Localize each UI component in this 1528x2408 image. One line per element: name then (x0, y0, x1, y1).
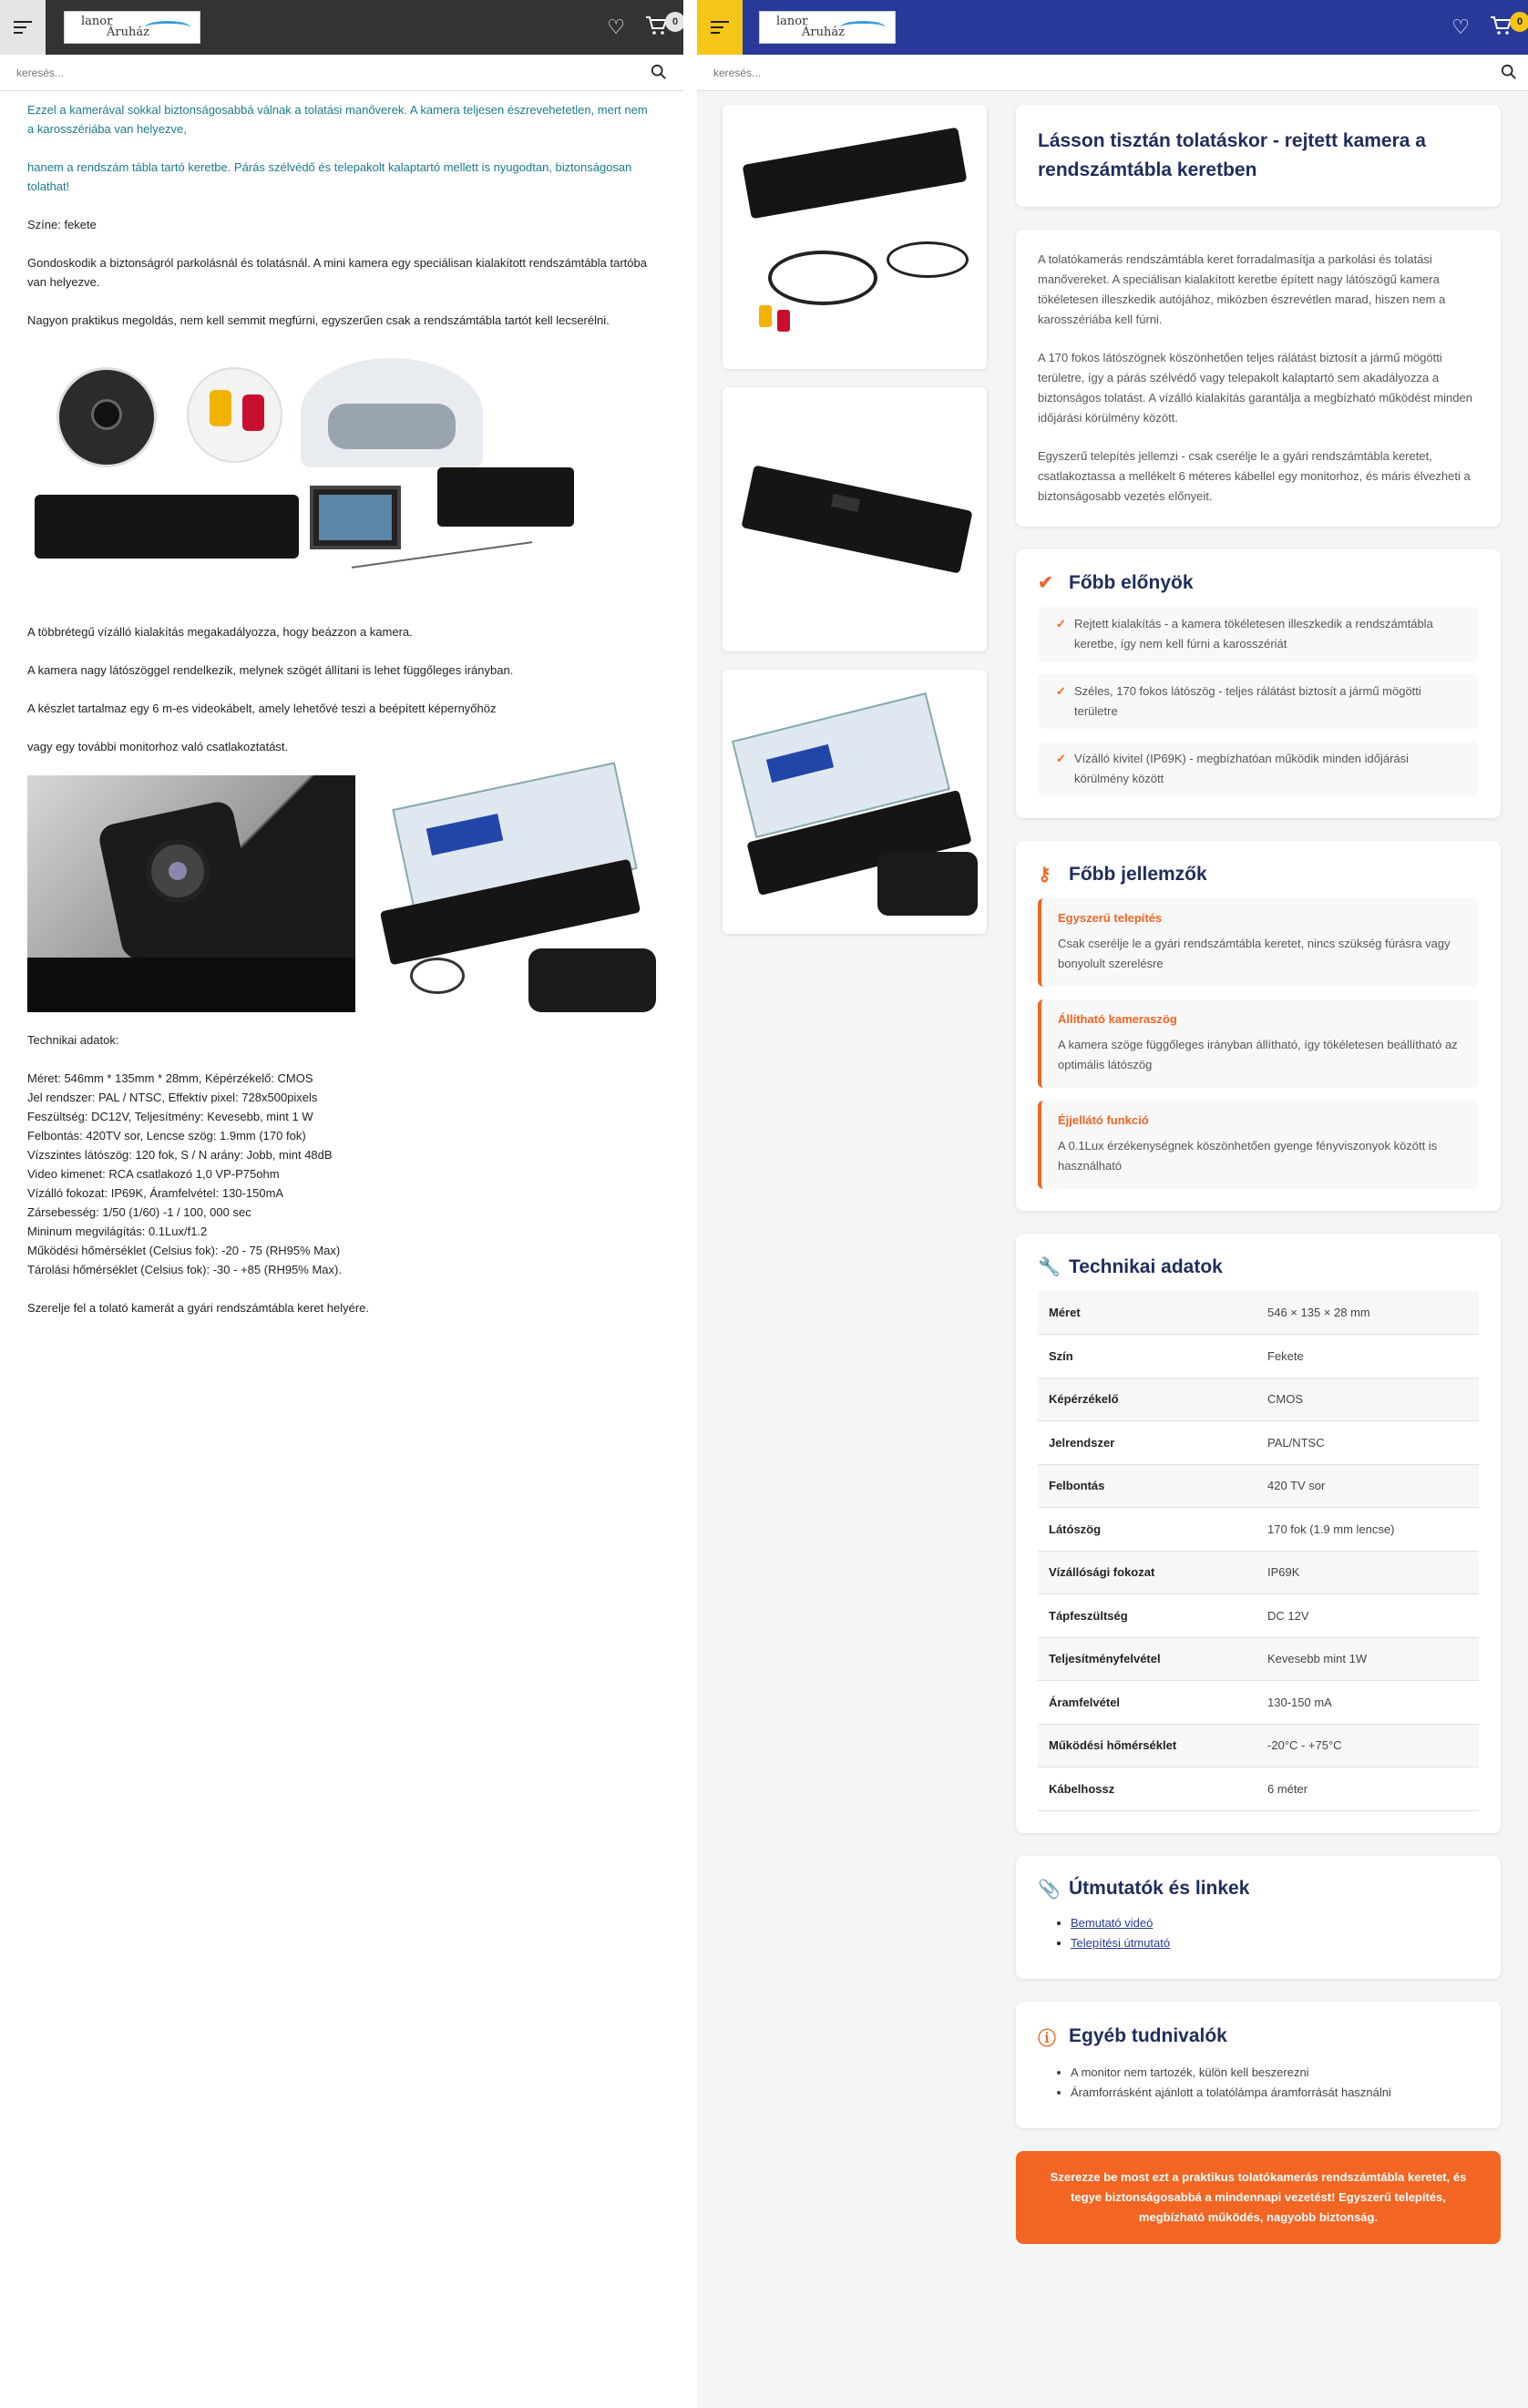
product-collage-image (27, 349, 574, 604)
benefits-title: Főbb előnyök (1069, 571, 1194, 593)
paragraph-1: Gondoskodik a biztonságról parkolásnál és tolatásnál. A mini kamera egy speciálisan kialakított rendszámtábla tartóba van helyezve. (27, 256, 647, 289)
description-paragraph: A 170 fokos látószögnek köszönhetően teljes rálátást biztosít a jármű mögötti területre, így a párás szélvédő vagy telepakolt kalaptartó sem akadályozza a biztonságos tolatást. A vízálló kialakítás garantálja a megbízható működést minden időjárási körülmény között. (1038, 351, 1472, 425)
logo-text-top: lanor (81, 15, 113, 28)
product-package-image (374, 775, 656, 1012)
other-info-item: • Áramforrásként ajánlott a tolatólámpa áramforrását használni (1071, 2083, 1479, 2103)
wishlist-heart-icon[interactable]: ♡ (1451, 15, 1470, 38)
spec-row (1038, 1594, 1479, 1638)
feature-item (1038, 898, 1479, 987)
key-icon: ⚷ (1038, 865, 1051, 885)
spec-label: Képérzékelő (1038, 1378, 1256, 1421)
spec-value: 546 × 135 × 28 mm (1256, 1291, 1479, 1335)
other-info-card (1016, 2002, 1501, 2128)
feature-title: Éjjellátó funkció (1058, 1113, 1149, 1127)
title-card (1016, 105, 1501, 207)
spec-row (1038, 1421, 1479, 1465)
spec-row (1038, 1464, 1479, 1508)
spec-label: Működési hőmérséklet (1038, 1724, 1256, 1768)
feature-text: Csak cserélje le a gyári rendszámtábla keretet, nincs szükség fúrásra vagy bonyolult szerelésre (1058, 937, 1451, 970)
spec-row (1038, 1724, 1479, 1768)
spec-row (1038, 1508, 1479, 1552)
cart-icon (1490, 15, 1512, 36)
guides-list (1038, 1913, 1479, 1953)
call-to-action-banner: Szerezze be most ezt a praktikus tolatókamerás rendszámtábla keretet, és tegye biztonságosabbá a mindennapi vezetést! Egyszerű telepítés, megbízható működés, nagyobb biztonság. (1016, 2151, 1501, 2244)
gallery-thumb-2[interactable] (723, 387, 987, 651)
tech-line: Felbontás: 420TV sor, Lencse szög: 1.9mm (170 fok) (27, 1129, 306, 1143)
search-icon[interactable] (651, 64, 667, 80)
benefit-text: Vízálló kivitel (IP69K) - megbízhatóan működik minden időjárási körülmény között (1074, 752, 1410, 785)
product-title: Lásson tisztán tolatáskor - rejtett kamera a rendszámtábla keretben (1038, 130, 1426, 180)
paragraph-3: A többrétegű vízálló kialakítás megakadályozza, hogy beázzon a kamera. (27, 625, 413, 639)
paperclip-icon: 📎 (1038, 1879, 1061, 1900)
logo-text-bottom: Áruház (107, 26, 149, 39)
tech-line: Vízszintes látószög: 120 fok, S / N arány: Jobb, mint 48dB (27, 1148, 333, 1162)
spec-row (1038, 1378, 1479, 1421)
cart-count-badge: 0 (1510, 12, 1528, 32)
tech-data-list (27, 1069, 656, 1279)
store-logo[interactable] (759, 11, 896, 44)
spec-value: 420 TV sor (1256, 1464, 1479, 1508)
other-info-title: Egyéb tudnivalók (1069, 2025, 1227, 2046)
paragraph-5: A készlet tartalmaz egy 6 m-es videokábelt, amely lehetővé teszi a beépített képernyőhöz (27, 702, 497, 715)
spec-label: Szín (1038, 1335, 1256, 1378)
top-bar (0, 0, 683, 55)
tech-line: Méret: 546mm * 135mm * 28mm, Képérzékelő: CMOS (27, 1071, 313, 1085)
features-title: Főbb jellemzők (1069, 863, 1207, 885)
menu-button[interactable] (697, 0, 743, 55)
guide-list-item (1071, 1933, 1479, 1953)
demo-video-link[interactable]: Bemutató videó (1071, 1915, 1154, 1930)
color-text: Színe: fekete (27, 218, 97, 231)
spec-value: Fekete (1256, 1335, 1479, 1378)
intro-paragraph-1: Ezzel a kamerával sokkal biztonságosabbá válnak a tolatási manőverek. A kamera teljesen észrevehetetlen, mert nem a karosszériába van helyezve, (27, 103, 648, 136)
search-input[interactable] (713, 67, 1260, 79)
spec-value: 6 méter (1256, 1768, 1479, 1811)
spec-label: Kábelhossz (1038, 1768, 1256, 1811)
spec-value: Kevesebb mint 1W (1256, 1637, 1479, 1681)
wrench-icon: 🔧 (1038, 1257, 1061, 1277)
guide-list-item (1071, 1913, 1479, 1933)
tech-data-heading: Technikai adatok: (27, 1033, 119, 1047)
specs-heading (1038, 1255, 1479, 1278)
paragraph-2: Nagyon praktikus megoldás, nem kell semmit megfúrni, egyszerűen csak a rendszámtábla tartót kell lecserélni. (27, 313, 610, 327)
check-icon: ✓ (1056, 617, 1066, 630)
feature-item (1038, 999, 1479, 1088)
description-paragraph: A tolatókamerás rendszámtábla keret forradalmasítja a parkolási és tolatási manővereket. A speciálisan kialakított keretbe épített nagy látószögű kamera tökéletesen illeszkedik autójához, miközben észrevétlen marad, hiszen nem a karosszériába kell fúrni. (1038, 252, 1446, 326)
benefits-heading (1038, 571, 1479, 594)
tech-line: Video kimenet: RCA csatlakozó 1,0 VP-P75ohm (27, 1167, 280, 1181)
search-input[interactable] (16, 67, 563, 79)
benefit-text: Rejtett kialakítás - a kamera tökéletesen illeszkedik a rendszámtábla keretbe, így nem kell fúrni a karosszériát (1074, 617, 1433, 651)
tech-line: Mininum megvilágítás: 0.1Lux/f1.2 (27, 1224, 208, 1238)
camera-closeup-image (27, 775, 355, 1012)
guides-heading (1038, 1878, 1479, 1901)
feature-title: Egyszerű telepítés (1058, 911, 1163, 925)
benefit-text: Széles, 170 fokos látószög - teljes rálátást biztosít a jármű mögötti területre (1074, 684, 1421, 718)
spec-value: 170 fok (1.9 mm lencse) (1256, 1508, 1479, 1552)
spec-value: IP69K (1256, 1551, 1479, 1594)
spec-label: Teljesítményfelvétel (1038, 1637, 1256, 1681)
info-icon: ⓘ (1038, 2028, 1056, 2049)
intro-paragraph-2: hanem a rendszám tábla tartó keretbe. Párás szélvédő és telepakolt kalaptartó mellett is nyugodtan, biztonságosan tolathat! (27, 160, 632, 193)
store-logo[interactable] (64, 11, 200, 44)
spec-row (1038, 1551, 1479, 1594)
other-info-heading (1038, 2024, 1479, 2050)
check-circle-icon: ✔ (1038, 573, 1053, 593)
spec-label: Tápfeszültség (1038, 1594, 1256, 1638)
benefit-item (1038, 674, 1479, 729)
spec-row (1038, 1637, 1479, 1681)
search-icon[interactable] (1501, 64, 1517, 80)
product-gallery (723, 105, 987, 952)
menu-button[interactable] (0, 0, 46, 55)
cart-button[interactable] (1490, 15, 1523, 39)
spec-row (1038, 1768, 1479, 1811)
benefit-item (1038, 742, 1479, 796)
spec-value: CMOS (1256, 1378, 1479, 1421)
spec-row (1038, 1681, 1479, 1725)
spec-row (1038, 1335, 1479, 1378)
spec-label: Áramfelvétel (1038, 1681, 1256, 1725)
hamburger-icon (14, 17, 32, 37)
spec-value: PAL/NTSC (1256, 1421, 1479, 1465)
other-info-item: • A monitor nem tartozék, külön kell beszerezni (1071, 2063, 1479, 2083)
logo-text-bottom: Áruház (802, 26, 845, 39)
gallery-thumb-1[interactable] (723, 105, 987, 369)
check-icon: ✓ (1056, 684, 1066, 698)
gallery-thumb-3[interactable] (723, 670, 987, 934)
spec-label: Vízállósági fokozat (1038, 1551, 1256, 1594)
wishlist-heart-icon[interactable]: ♡ (607, 15, 625, 38)
search-bar (697, 55, 1528, 91)
spec-label: Méret (1038, 1291, 1256, 1335)
specs-table (1038, 1291, 1479, 1811)
spec-value: -20°C - +75°C (1256, 1724, 1479, 1768)
spec-row (1038, 1291, 1479, 1335)
feature-text: A kamera szöge függőleges irányban állítható, így tökéletesen beállítható az optimális látószög (1058, 1038, 1458, 1071)
closing-paragraph: Szerelje fel a tolató kamerát a gyári rendszámtábla keret helyére. (27, 1301, 370, 1315)
paragraph-4: A kamera nagy látószöggel rendelkezik, melynek szögét állítani is lehet függőleges irányban. (27, 663, 514, 677)
cart-count-badge: 0 (665, 12, 685, 32)
cart-button[interactable] (645, 15, 679, 39)
features-card (1016, 841, 1501, 1211)
features-heading (1038, 863, 1479, 886)
spec-value: 130-150 mA (1256, 1681, 1479, 1725)
guides-title: Útmutatók és linkek (1069, 1878, 1250, 1899)
paragraph-6: vagy egy további monitorhoz való csatlakoztatást. (27, 740, 289, 753)
specs-title: Technikai adatok (1069, 1255, 1223, 1277)
guides-card (1016, 1856, 1501, 1979)
tech-line: Vízálló fokozat: IP69K, Áramfelvétel: 130-150mA (27, 1186, 284, 1200)
logo-wave-icon (840, 21, 886, 34)
spec-label: Felbontás (1038, 1464, 1256, 1508)
left-pane (0, 0, 683, 2408)
feature-text: A 0.1Lux érzékenységnek köszönhetően gyenge fényviszonyok között is használható (1058, 1139, 1438, 1173)
description-card (1016, 230, 1501, 527)
logo-text-top: lanor (776, 15, 808, 28)
top-bar (697, 0, 1528, 55)
benefits-card (1016, 549, 1501, 818)
cart-icon (645, 15, 667, 36)
tech-line: Feszültség: DC12V, Teljesítmény: Kevesebb, mint 1 W (27, 1110, 313, 1123)
spec-label: Látószög (1038, 1508, 1256, 1552)
hamburger-icon (711, 17, 729, 37)
pane-divider (683, 0, 697, 2408)
product-info-column (1016, 105, 1501, 2244)
logo-wave-icon (145, 21, 190, 34)
spec-label: Jelrendszer (1038, 1421, 1256, 1465)
other-info-list (1038, 2063, 1479, 2103)
tech-line: Működési hőmérséklet (Celsius fok): -20 - 75 (RH95% Max) (27, 1244, 341, 1257)
install-guide-link[interactable]: Telepítési útmutató (1071, 1935, 1171, 1950)
right-pane (697, 0, 1528, 2408)
description-paragraph: Egyszerű telepítés jellemzi - csak cserélje le a gyári rendszámtábla keretet, csatlakoztassa a mellékelt 6 méteres kábellel egy monitorhoz, és máris élvezheti a biztonságosabb vezetés előnyeit. (1038, 449, 1471, 503)
feature-item (1038, 1101, 1479, 1189)
check-icon: ✓ (1056, 752, 1066, 765)
search-bar (0, 55, 683, 91)
tech-line: Zársebesség: 1/50 (1/60) -1 / 100, 000 sec (27, 1205, 251, 1219)
feature-title: Állítható kameraszög (1058, 1012, 1177, 1026)
product-description (0, 91, 683, 1317)
tech-line: Jel rendszer: PAL / NTSC, Effektív pixel: 728x500pixels (27, 1091, 318, 1104)
benefit-item (1038, 607, 1479, 661)
specs-card (1016, 1234, 1501, 1833)
spec-value: DC 12V (1256, 1594, 1479, 1638)
tech-line: Tárolási hőmérséklet (Celsius fok): -30 - +85 (RH95% Max). (27, 1263, 342, 1276)
